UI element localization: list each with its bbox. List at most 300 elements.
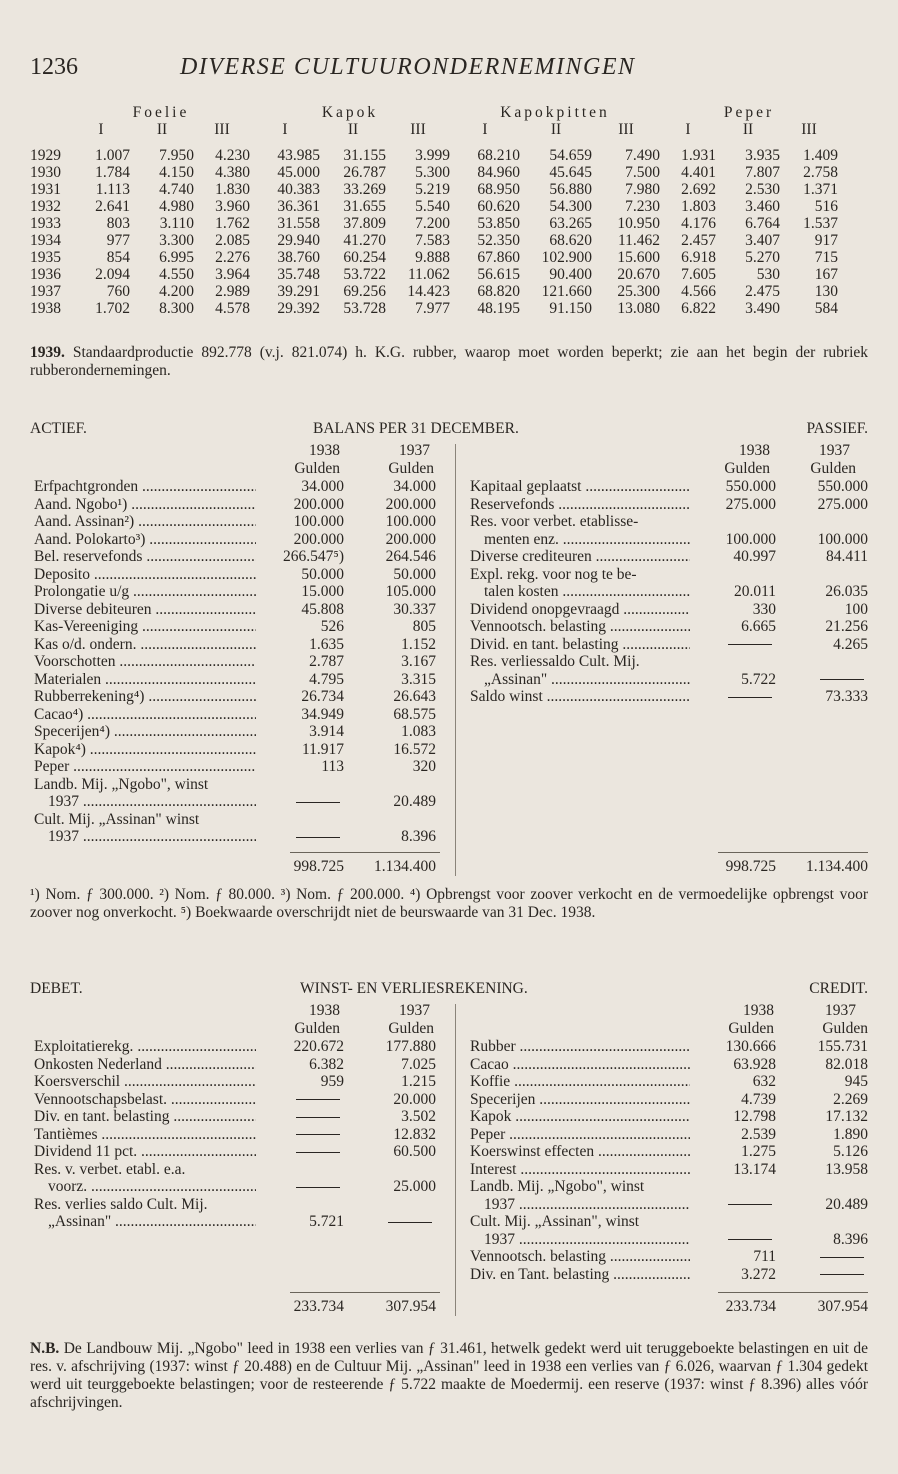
value-cell: 3.300 bbox=[159, 232, 194, 249]
account-row bbox=[470, 1091, 868, 1109]
account-row bbox=[34, 1073, 436, 1091]
value-1937 bbox=[344, 1161, 436, 1179]
account-row bbox=[34, 776, 436, 794]
balance-total-right-1938: 998.725 bbox=[725, 858, 776, 875]
value-cell: 68.210 bbox=[477, 147, 520, 164]
pl-credit-table bbox=[470, 1038, 868, 1283]
value-cell: 760 bbox=[106, 283, 130, 300]
value-cell: 36.361 bbox=[277, 198, 320, 215]
account-row bbox=[470, 1056, 868, 1074]
value-cell: 68.950 bbox=[477, 181, 520, 198]
value-1937: 945 bbox=[844, 1073, 868, 1090]
value-cell: 4.150 bbox=[159, 164, 194, 181]
account-row bbox=[470, 1038, 868, 1056]
value-cell: 41.270 bbox=[343, 232, 386, 249]
account-row bbox=[34, 1178, 436, 1196]
account-row bbox=[34, 1108, 436, 1126]
account-label: Kapok ..... bbox=[470, 1108, 690, 1126]
pl-unit-2-left: Gulden bbox=[388, 1020, 434, 1037]
value-cell: 37.809 bbox=[343, 215, 386, 232]
year-cell: 1934 bbox=[30, 232, 61, 249]
pl-year-2-right: 1937 bbox=[825, 1002, 856, 1019]
value-1937: 100.000 bbox=[817, 530, 868, 548]
value-1937: 3.502 bbox=[401, 1108, 436, 1125]
value-cell: 5.540 bbox=[415, 198, 450, 215]
value-1937: 200.000 bbox=[385, 495, 436, 513]
account-row bbox=[470, 601, 868, 619]
balance-unit-1-right: Gulden bbox=[724, 460, 770, 477]
balance-unit-2-right: Gulden bbox=[810, 460, 856, 477]
value-cell: 11.462 bbox=[617, 232, 660, 249]
value-1937: 1.152 bbox=[401, 635, 436, 653]
value-cell: 6.764 bbox=[745, 215, 780, 232]
value-1937 bbox=[344, 811, 436, 829]
value-1937: 264.546 bbox=[385, 548, 436, 565]
account-label: Saldo winst ..... bbox=[470, 688, 690, 706]
value-cell: 60.620 bbox=[477, 198, 520, 215]
final-note-lead: N.B. bbox=[30, 1340, 60, 1357]
balance-unit-1-left: Gulden bbox=[294, 460, 340, 477]
value-cell: 38.760 bbox=[277, 249, 320, 266]
value-cell: 2.094 bbox=[95, 266, 130, 283]
balance-total-left-1937: 1.134.400 bbox=[374, 858, 436, 875]
account-row bbox=[34, 1143, 436, 1161]
value-cell: 1.113 bbox=[95, 181, 130, 198]
account-label: Kas o/d. ondern. ..... bbox=[34, 636, 256, 654]
subcol-header: II bbox=[347, 121, 359, 138]
account-label: Koersverschil ..... bbox=[34, 1073, 256, 1091]
value-cell: 584 bbox=[814, 300, 838, 317]
account-row bbox=[470, 1231, 868, 1249]
value-cell: 4.980 bbox=[159, 198, 194, 215]
value-cell: 54.659 bbox=[549, 147, 592, 164]
value-cell: 917 bbox=[814, 232, 838, 249]
pl-unit-2-right: Gulden bbox=[822, 1020, 868, 1037]
value-1938 bbox=[256, 1161, 344, 1179]
value-cell: 90.400 bbox=[549, 266, 592, 283]
account-row bbox=[34, 1161, 436, 1179]
value-cell: 4.740 bbox=[159, 181, 194, 198]
pl-year-1-left: 1938 bbox=[309, 1002, 340, 1019]
pl-right-label: CREDIT. bbox=[809, 980, 868, 997]
pl-total-left-1937: 307.954 bbox=[385, 1298, 436, 1315]
value-cell: 1.931 bbox=[681, 147, 716, 164]
final-note bbox=[30, 1340, 868, 1412]
account-row bbox=[34, 1038, 436, 1056]
value-1938: 330 bbox=[752, 600, 776, 618]
value-1937: 26.035 bbox=[825, 583, 868, 600]
value-cell: 45.645 bbox=[549, 164, 592, 181]
subcol-header: II bbox=[156, 121, 168, 138]
value-1938 bbox=[690, 1178, 776, 1196]
value-cell: 4.578 bbox=[215, 300, 250, 317]
value-cell: 29.940 bbox=[277, 232, 320, 249]
value-1938: 100.000 bbox=[725, 530, 776, 548]
value-cell: 3.964 bbox=[215, 266, 250, 283]
value-cell: 8.300 bbox=[159, 300, 194, 317]
value-cell: 7.230 bbox=[625, 198, 660, 215]
value-cell: 7.807 bbox=[745, 164, 780, 181]
value-1937: 16.572 bbox=[393, 740, 436, 758]
value-cell: 3.460 bbox=[745, 198, 780, 215]
value-cell: 9.888 bbox=[415, 249, 450, 266]
year-cell: 1936 bbox=[30, 266, 61, 283]
value-cell: 7.950 bbox=[159, 147, 194, 164]
value-cell: 121.660 bbox=[541, 283, 592, 300]
value-cell: 63.265 bbox=[549, 215, 592, 232]
account-label: Interest ..... bbox=[470, 1161, 690, 1179]
value-cell: 130 bbox=[814, 283, 838, 300]
balance-title: BALANS PER 31 DECEMBER. bbox=[313, 420, 519, 437]
value-1938: 275.000 bbox=[725, 495, 776, 513]
value-cell: 40.383 bbox=[277, 181, 320, 198]
account-row bbox=[470, 1073, 868, 1091]
value-cell: 1.537 bbox=[803, 215, 838, 232]
pl-total-right-1938: 233.734 bbox=[725, 1298, 776, 1315]
account-label: Exploitatierekg. ..... bbox=[34, 1038, 256, 1056]
account-label: Peper ..... bbox=[470, 1126, 690, 1144]
account-label: Tantièmes ..... bbox=[34, 1126, 256, 1144]
year-cell: 1933 bbox=[30, 215, 61, 232]
account-row bbox=[470, 1213, 868, 1231]
empty-value-dash bbox=[690, 1231, 776, 1249]
value-cell: 33.269 bbox=[343, 181, 386, 198]
empty-value-dash bbox=[776, 1248, 868, 1266]
empty-value-dash bbox=[256, 1143, 344, 1161]
value-1938: 2.787 bbox=[309, 653, 344, 670]
value-cell: 977 bbox=[106, 232, 130, 249]
value-1937: 60.500 bbox=[393, 1143, 436, 1160]
account-label: Aand. Ngobo¹) ..... bbox=[34, 496, 256, 514]
value-cell: 2.457 bbox=[681, 232, 716, 249]
account-row bbox=[470, 1143, 868, 1161]
account-label: Landb. Mij. „Ngobo", winst bbox=[470, 1178, 645, 1195]
value-1938 bbox=[256, 811, 344, 829]
value-1938: 15.000 bbox=[301, 583, 344, 600]
value-cell: 68.620 bbox=[549, 232, 592, 249]
subcol-header: III bbox=[801, 121, 817, 138]
value-cell: 7.605 bbox=[681, 266, 716, 283]
account-label: Vennootsch. belasting ..... bbox=[470, 1248, 690, 1266]
account-row bbox=[34, 496, 436, 514]
production-row bbox=[30, 138, 838, 164]
empty-value-dash bbox=[256, 1108, 344, 1126]
value-cell: 3.407 bbox=[745, 232, 780, 249]
value-cell: 6.995 bbox=[159, 249, 194, 266]
pl-total-left-1938: 233.734 bbox=[293, 1298, 344, 1315]
account-row bbox=[34, 653, 436, 671]
account-row bbox=[470, 618, 868, 636]
empty-value-dash bbox=[690, 1196, 776, 1214]
value-1938: 5.721 bbox=[309, 1213, 344, 1230]
value-1938 bbox=[256, 1196, 344, 1214]
empty-value-dash bbox=[690, 688, 776, 706]
value-1937: 177.880 bbox=[385, 1038, 436, 1055]
account-row bbox=[34, 1126, 436, 1144]
value-1937: 7.025 bbox=[401, 1055, 436, 1073]
production-group-header bbox=[30, 104, 838, 121]
value-1937: 550.000 bbox=[817, 478, 868, 495]
value-1938: 526 bbox=[320, 618, 344, 635]
value-1937: 82.018 bbox=[825, 1055, 868, 1073]
value-cell: 3.999 bbox=[415, 147, 450, 164]
value-cell: 69.256 bbox=[343, 283, 386, 300]
account-row bbox=[34, 618, 436, 636]
year-cell: 1935 bbox=[30, 249, 61, 266]
value-1938: 100.000 bbox=[293, 513, 344, 530]
pl-left-label: DEBET. bbox=[30, 980, 83, 997]
page-title: DIVERSE CULTUURONDERNEMINGEN bbox=[180, 54, 636, 80]
account-row bbox=[470, 688, 868, 706]
account-label: Reservefonds ..... bbox=[470, 496, 690, 514]
balance-right-label: PASSIEF. bbox=[806, 420, 868, 437]
account-row bbox=[470, 1266, 868, 1284]
value-cell: 1.830 bbox=[215, 181, 250, 198]
final-note-text: De Landbouw Mij. „Ngobo" leed in 1938 een verlies van ƒ 31.461, hetwelk gedekt werd uit teruggeboekte belastingen en uit de res. v. afschrijving (1937: winst ƒ 20.488) en de Cultuur Mij. „Assinan" leed in 1938 een verlies van ƒ 6.026, waarvan ƒ 1.304 gedekt werd uit teurggeboekte belastingen; voor de resteerende ƒ 5.722 maakte de Moedermij. een reserve (1937: winst ƒ 8.396) alles vóór afschrijvingen. bbox=[30, 1340, 868, 1411]
account-label: Expl. rekg. voor nog te be- bbox=[470, 565, 637, 583]
value-1938: 5.722 bbox=[741, 670, 776, 688]
value-cell: 10.950 bbox=[617, 215, 660, 232]
value-cell: 35.748 bbox=[277, 266, 320, 283]
account-row bbox=[34, 828, 436, 846]
account-row bbox=[34, 793, 436, 811]
account-label: voorz. ..... bbox=[34, 1178, 256, 1196]
value-1937: 1.215 bbox=[401, 1073, 436, 1090]
value-1937 bbox=[776, 513, 868, 531]
value-cell: 4.401 bbox=[681, 164, 716, 181]
production-row bbox=[30, 164, 838, 181]
value-1938: 3.914 bbox=[309, 723, 344, 740]
value-cell: 6.822 bbox=[681, 300, 716, 317]
value-1937: 13.958 bbox=[825, 1160, 868, 1178]
value-cell: 43.985 bbox=[277, 147, 320, 164]
value-1938: 200.000 bbox=[293, 530, 344, 548]
value-1938: 34.949 bbox=[301, 705, 344, 723]
production-table bbox=[30, 104, 838, 317]
value-1937: 20.000 bbox=[393, 1090, 436, 1108]
subcol-header: I bbox=[282, 121, 288, 138]
account-row bbox=[34, 1196, 436, 1214]
balance-left-label: ACTIEF. bbox=[30, 420, 87, 437]
value-cell: 4.176 bbox=[681, 215, 716, 232]
value-cell: 516 bbox=[814, 198, 838, 215]
pl-year-2-left: 1937 bbox=[399, 1002, 430, 1019]
account-label: Specerijen⁴) ..... bbox=[34, 723, 256, 741]
account-row bbox=[34, 636, 436, 654]
value-cell: 167 bbox=[814, 266, 838, 283]
account-label: Res. v. verbet. etabl. e.a. bbox=[34, 1160, 186, 1178]
empty-value-dash bbox=[256, 1178, 344, 1196]
account-row bbox=[470, 1248, 868, 1266]
value-1938: 959 bbox=[320, 1073, 344, 1090]
value-cell: 4.380 bbox=[215, 164, 250, 181]
value-1938: 63.928 bbox=[733, 1055, 776, 1073]
value-1937: 50.000 bbox=[393, 565, 436, 583]
value-cell: 3.490 bbox=[745, 300, 780, 317]
value-1938: 6.382 bbox=[309, 1055, 344, 1073]
value-cell: 4.230 bbox=[215, 147, 250, 164]
value-1938: 266.547⁵) bbox=[283, 548, 344, 565]
value-cell: 1.702 bbox=[95, 300, 130, 317]
value-1938: 1.275 bbox=[741, 1143, 776, 1160]
production-row bbox=[30, 300, 838, 317]
account-row bbox=[470, 513, 868, 531]
value-cell: 31.655 bbox=[343, 198, 386, 215]
value-1937: 30.337 bbox=[393, 600, 436, 618]
value-cell: 52.350 bbox=[477, 232, 520, 249]
account-label: Rubberrekening⁴) ..... bbox=[34, 688, 256, 706]
account-label: Koerswinst effecten ..... bbox=[470, 1143, 690, 1161]
value-cell: 102.900 bbox=[541, 249, 592, 266]
value-1937 bbox=[344, 1196, 436, 1214]
value-1938: 4.739 bbox=[741, 1090, 776, 1108]
account-label: Dividend 11 pct. ..... bbox=[34, 1143, 256, 1161]
balance-year-2-right: 1937 bbox=[819, 442, 850, 459]
year-cell: 1938 bbox=[30, 300, 61, 317]
account-label: 1937 ..... bbox=[34, 828, 256, 846]
value-1937: 275.000 bbox=[817, 495, 868, 513]
value-1938: 3.272 bbox=[741, 1265, 776, 1283]
account-row bbox=[34, 758, 436, 776]
value-cell: 7.583 bbox=[415, 232, 450, 249]
account-label: Cacao⁴) ..... bbox=[34, 706, 256, 724]
account-row bbox=[470, 1161, 868, 1179]
value-1937: 25.000 bbox=[393, 1178, 436, 1195]
account-label: Deposito ..... bbox=[34, 566, 256, 584]
value-1938 bbox=[690, 1213, 776, 1231]
value-cell: 1.784 bbox=[95, 164, 130, 181]
value-cell: 2.530 bbox=[745, 181, 780, 198]
pl-unit-1-right: Gulden bbox=[728, 1020, 774, 1037]
account-row bbox=[34, 531, 436, 549]
production-note bbox=[30, 344, 868, 380]
value-cell: 2.276 bbox=[215, 249, 250, 266]
balance-total-right-1937: 1.134.400 bbox=[806, 858, 868, 875]
value-1938: 200.000 bbox=[293, 495, 344, 513]
value-1938: 220.672 bbox=[293, 1038, 344, 1055]
value-1937: 200.000 bbox=[385, 530, 436, 548]
account-row bbox=[34, 741, 436, 759]
value-cell: 4.200 bbox=[159, 283, 194, 300]
value-1937: 2.269 bbox=[833, 1090, 868, 1108]
value-cell: 803 bbox=[106, 215, 130, 232]
empty-value-dash bbox=[344, 1213, 436, 1231]
account-label: Specerijen ..... bbox=[470, 1091, 690, 1109]
value-1937: 34.000 bbox=[393, 478, 436, 495]
value-cell: 2.475 bbox=[745, 283, 780, 300]
value-1937: 805 bbox=[412, 618, 436, 635]
value-cell: 3.110 bbox=[159, 215, 194, 232]
group-kapok: Kapok bbox=[321, 104, 379, 121]
value-1937: 21.256 bbox=[825, 618, 868, 635]
value-1938: 34.000 bbox=[301, 478, 344, 495]
empty-value-dash bbox=[776, 1266, 868, 1284]
value-cell: 56.880 bbox=[549, 181, 592, 198]
account-label: Koffie ..... bbox=[470, 1073, 690, 1091]
account-label: Kapok⁴) ..... bbox=[34, 741, 256, 759]
production-note-year: 1939. bbox=[30, 344, 65, 361]
pl-total-rule-left bbox=[290, 1292, 440, 1293]
account-label: Cacao ..... bbox=[470, 1056, 690, 1074]
value-1937: 155.731 bbox=[817, 1038, 868, 1055]
value-1937 bbox=[776, 1213, 868, 1231]
page-number: 1236 bbox=[30, 54, 78, 80]
value-cell: 5.300 bbox=[415, 164, 450, 181]
value-1937: 320 bbox=[412, 758, 436, 775]
value-1938: 2.539 bbox=[741, 1125, 776, 1143]
value-1937: 4.265 bbox=[833, 635, 868, 653]
account-label: Res. voor verbet. etablisse- bbox=[470, 513, 639, 530]
value-cell: 39.291 bbox=[277, 283, 320, 300]
account-label: menten enz. ..... bbox=[470, 531, 690, 549]
account-row bbox=[470, 566, 868, 584]
account-row bbox=[470, 1126, 868, 1144]
value-cell: 2.692 bbox=[681, 181, 716, 198]
value-cell: 31.155 bbox=[343, 147, 386, 164]
value-cell: 84.960 bbox=[477, 164, 520, 181]
value-1937 bbox=[776, 653, 868, 671]
account-label: Kas-Vereeniging ..... bbox=[34, 618, 256, 636]
value-1938: 4.795 bbox=[309, 670, 344, 688]
subcol-header: III bbox=[618, 121, 634, 138]
empty-value-dash bbox=[690, 636, 776, 654]
account-row bbox=[470, 1196, 868, 1214]
value-cell: 53.728 bbox=[343, 300, 386, 317]
account-row bbox=[470, 653, 868, 671]
value-1937: 20.489 bbox=[825, 1195, 868, 1213]
account-row bbox=[34, 513, 436, 531]
balance-total-left-1938: 998.725 bbox=[293, 858, 344, 875]
balance-liabilities-table bbox=[470, 478, 868, 706]
balance-assets-table bbox=[34, 478, 436, 846]
account-label: Kapitaal geplaatst ..... bbox=[470, 478, 690, 496]
year-cell: 1932 bbox=[30, 198, 61, 215]
subcol-header: II bbox=[550, 121, 562, 138]
group-peper: Peper bbox=[723, 104, 775, 121]
subcol-header: III bbox=[214, 121, 230, 138]
value-1937: 8.396 bbox=[401, 828, 436, 845]
account-label: Cult. Mij. „Assinan" winst bbox=[34, 810, 200, 828]
account-label: Cult. Mij. „Assinan", winst bbox=[470, 1213, 640, 1230]
value-1938: 13.174 bbox=[733, 1160, 776, 1178]
account-row bbox=[470, 548, 868, 566]
value-cell: 5.219 bbox=[415, 181, 450, 198]
pl-total-right-1937: 307.954 bbox=[817, 1298, 868, 1315]
value-cell: 11.062 bbox=[407, 266, 450, 283]
account-label: Peper ..... bbox=[34, 758, 256, 776]
value-1937: 3.167 bbox=[401, 653, 436, 670]
value-cell: 2.085 bbox=[215, 232, 250, 249]
balance-total-rule-left bbox=[290, 852, 440, 853]
balance-footnotes: ¹) Nom. ƒ 300.000. ²) Nom. ƒ 80.000. ³) Nom. ƒ 200.000. ⁴) Opbrengst voor zoover verkocht en de vermoedelijke opbrengst voor zoover nog onverkocht. ⁵) Boekwaarde overschrijdt niet de beurswaarde van 31 Dec. 1938. bbox=[30, 886, 868, 921]
value-cell: 7.200 bbox=[415, 215, 450, 232]
subcol-header: III bbox=[410, 121, 426, 138]
account-label: Diverse crediteuren ..... bbox=[470, 548, 690, 566]
value-cell: 31.558 bbox=[277, 215, 320, 232]
account-label: Voorschotten ..... bbox=[34, 653, 256, 671]
account-label: Div. en Tant. belasting ..... bbox=[470, 1266, 690, 1284]
value-1938: 12.798 bbox=[733, 1108, 776, 1125]
pl-title: WINST- EN VERLIESREKENING. bbox=[300, 980, 528, 997]
value-cell: 2.989 bbox=[215, 283, 250, 300]
value-cell: 53.850 bbox=[477, 215, 520, 232]
account-label: Vennootschapsbelast. ..... bbox=[34, 1091, 256, 1109]
value-cell: 56.615 bbox=[477, 266, 520, 283]
account-row bbox=[34, 566, 436, 584]
value-1937: 3.315 bbox=[401, 670, 436, 688]
production-subheader bbox=[30, 121, 838, 138]
account-label: Erfpachtgronden ..... bbox=[34, 478, 256, 496]
